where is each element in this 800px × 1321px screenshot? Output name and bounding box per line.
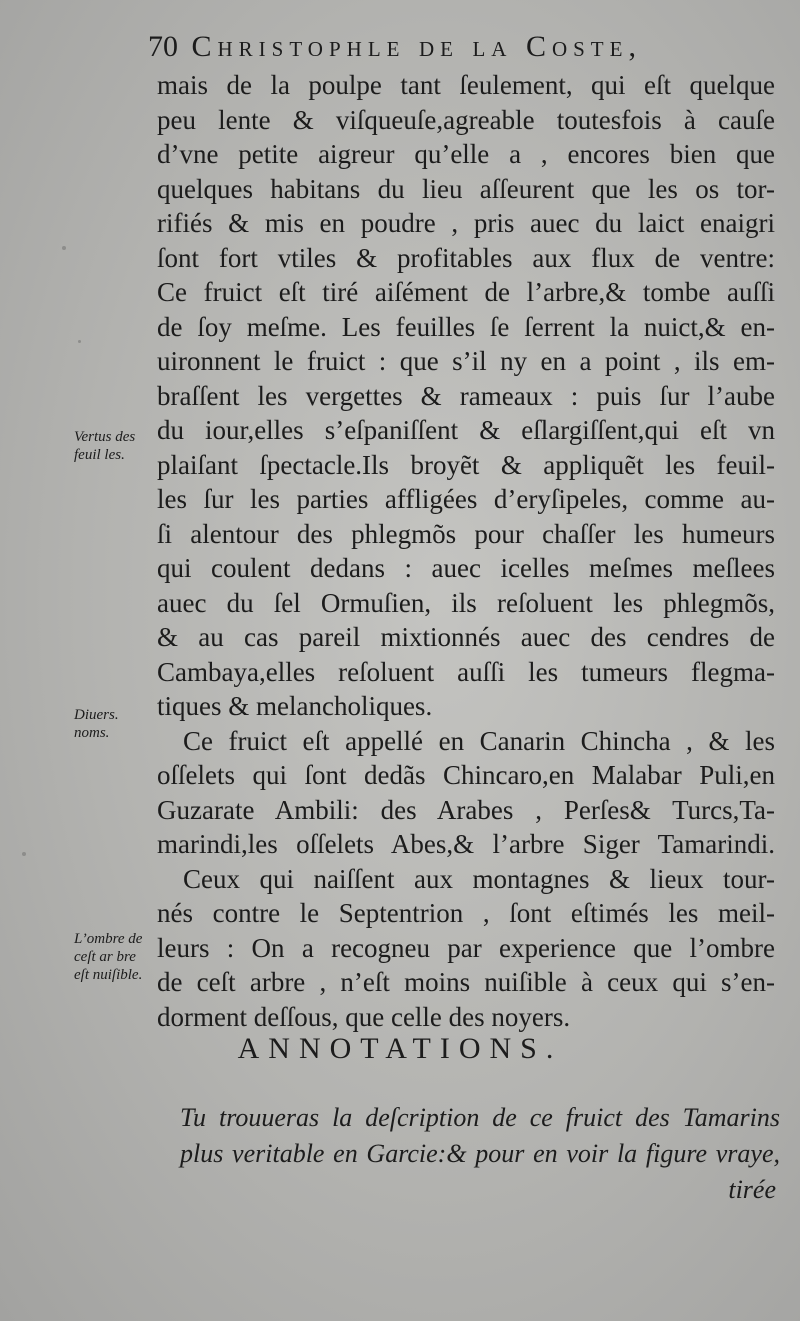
text-line: Ceux qui naiſſent aux montagnes & lieux tour-	[183, 863, 775, 894]
text-line: dorment deſſous, que celle des noyers.	[157, 1001, 571, 1032]
main-text-block	[157, 68, 775, 1034]
text-line: de ceſt arbre , n’eſt moins nuiſible à ceux qui s’en-	[157, 967, 775, 997]
catchword: tirée	[728, 1175, 776, 1204]
text-line: leurs : On a recogneu par experience que l’ombre	[157, 932, 775, 963]
text-line: peu lente & viſqueuſe,agreable toutesfois à cauſe	[157, 104, 775, 135]
text-line: plaiſant ſpectacle.Ils broyẽt & appliquẽt les feuil-	[157, 449, 775, 480]
text-line: braſſent les vergettes & rameaux : puis ſur l’aube	[157, 380, 775, 411]
annotation-line: Tu trouueras la deſcription de ce fruict des Tamarins	[180, 1103, 780, 1132]
text-line: marindi,les oſſelets Abes,& l’arbre Siger Tamarindi.	[157, 829, 775, 859]
text-line: de ſoy meſme. Les feuilles ſe ſerrent la nuict,& en-	[157, 311, 775, 342]
paper-blemish	[78, 340, 81, 343]
text-line: & au cas pareil mixtionnés auec des cendres de	[157, 622, 775, 652]
text-line: mais de la poulpe tant ſeulement, qui eſt quelque	[157, 70, 775, 100]
text-line: d’vne petite aigreur qu’elle a , encores bien que	[157, 139, 775, 169]
running-title: Christophle de la Coste,	[191, 30, 642, 63]
paper-blemish	[62, 246, 66, 250]
text-line: Guzarate Ambili: des Arabes , Perſes& Turcs,Ta-	[157, 794, 775, 825]
text-line: Cambaya,elles reſoluent auſſi les tumeurs flegma-	[157, 656, 775, 687]
text-line: Ce fruict eſt tiré aiſément de l’arbre,& tombe auſſi	[157, 277, 775, 307]
paper-blemish	[22, 852, 26, 856]
text-line: Ce fruict eſt appellé en Canarin Chincha , & les	[183, 725, 775, 756]
text-line: rifiés & mis en poudre , pris auec du laict enaigri	[157, 208, 775, 238]
margin-note-ombre: L’ombre de ceſt ar bre eſt nuiſible.	[74, 931, 143, 983]
margin-note-diuers-noms: Diuers. noms.	[74, 707, 119, 741]
running-header	[148, 28, 768, 66]
text-line: ſont fort vtiles & profitables aux flux de ventre:	[157, 242, 775, 273]
text-line: auec du ſel Ormuſien, ils reſoluent les phlegmõs,	[157, 587, 775, 618]
text-line: oſſelets qui ſont dedãs Chincaro,en Malabar Puli,en	[157, 760, 775, 790]
text-line: uironnent le fruict : que s’il ny en a point , ils em-	[157, 346, 775, 376]
text-line: du iour,elles s’eſpaniſſent & eſlargiſſent,qui eſt vn	[157, 415, 775, 445]
text-line: ſi alentour des phlegmõs pour chaſſer les humeurs	[157, 518, 775, 549]
page-number: 70	[148, 30, 178, 63]
margin-note-vertus: Vertus des feuil les.	[74, 429, 136, 463]
text-line: les ſur les parties affligées d’eryſipeles, comme au-	[157, 484, 775, 514]
text-line: nés contre le Septentrion , ſont eſtimés les meil-	[157, 898, 775, 928]
annotation-line: plus veritable en Garcie:& pour en voir la figure vraye,	[180, 1139, 780, 1168]
annotation-text-block	[180, 1100, 780, 1208]
section-heading-annotations: ANNOTATIONS.	[237, 1032, 563, 1065]
text-line: quelques habitans du lieu aſſeurent que les os tor-	[157, 173, 775, 204]
text-line: qui coulent dedans : auec icelles meſmes meſlees	[157, 553, 775, 583]
text-line: tiques & melancholiques.	[157, 691, 433, 721]
